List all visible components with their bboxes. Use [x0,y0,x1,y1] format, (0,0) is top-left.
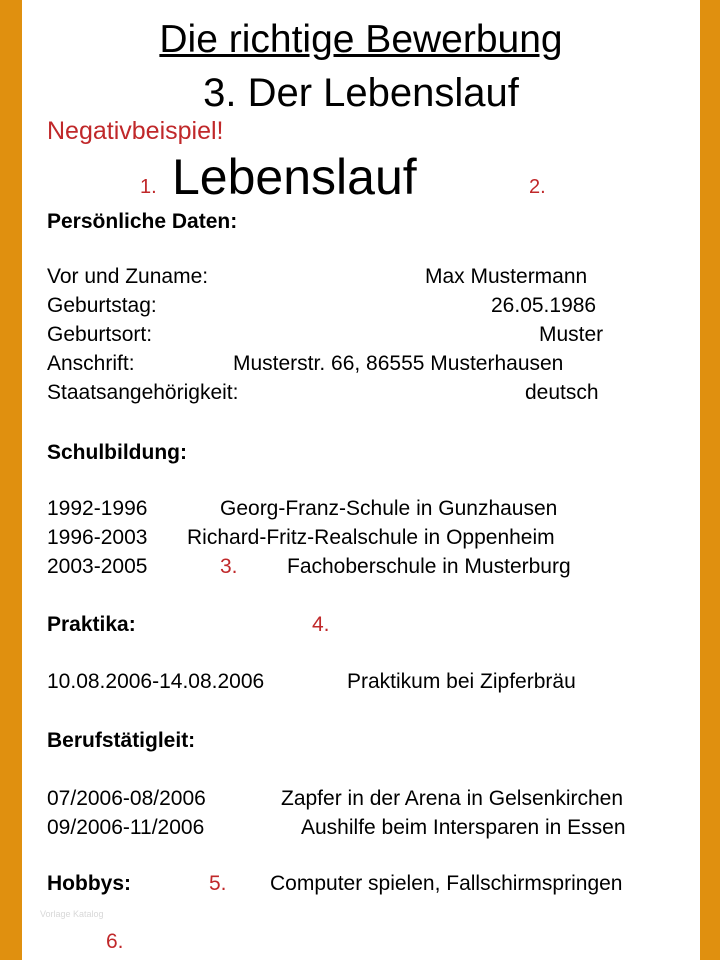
section-heading-school: Schulbildung: [47,441,187,464]
school-period: 2003-2005 [47,555,148,578]
school-period: 1996-2003 [47,526,148,549]
personal-value: Muster [539,323,604,346]
marker-1: 1. [140,176,157,198]
work-period: 07/2006-08/2006 [47,787,206,810]
negative-example-label: Negativbeispiel! [47,117,224,145]
school-name: Fachoberschule in Musterburg [287,555,571,578]
personal-value: Max Mustermann [425,265,588,288]
school-name: Georg-Franz-Schule in Gunzhausen [220,497,558,520]
work-period: 09/2006-11/2006 [47,816,205,839]
personal-label: Geburtstag: [47,294,157,317]
section-heading-hobbies: Hobbys: [47,872,131,895]
personal-value: 26.05.1986 [491,294,597,317]
slide-subtitle: 3. Der Lebenslauf [203,71,519,115]
marker-5: 5. [209,872,227,895]
work-text: Aushilfe beim Intersparen in Essen [301,816,626,839]
slide-page [22,0,700,960]
personal-label: Geburtsort: [47,323,153,346]
personal-label: Staatsangehörigkeit: [47,381,239,404]
section-heading-internships: Praktika: [47,613,136,636]
section-heading-personal: Persönliche Daten: [47,210,238,233]
marker-6: 6. [106,930,124,953]
section-heading-work: Berufstätigleit: [47,729,196,752]
internship-text: Praktikum bei Zipferbräu [347,670,576,693]
slide-title: Die richtige Bewerbung [159,18,563,61]
personal-label: Vor und Zuname: [47,265,209,288]
cv-heading: Lebenslauf [172,149,417,205]
personal-value: Musterstr. 66, 86555 Musterhausen [233,352,564,375]
marker-4: 4. [312,613,330,636]
marker-2: 2. [529,176,546,198]
internship-period: 10.08.2006-14.08.2006 [47,670,265,693]
personal-value: deutsch [525,381,599,404]
work-text: Zapfer in der Arena in Gelsenkirchen [281,787,624,810]
personal-label: Anschrift: [47,352,135,375]
school-name: Richard-Fritz-Realschule in Oppenheim [187,526,555,549]
watermark: Vorlage Katalog [40,909,104,919]
marker-3: 3. [220,555,238,578]
hobbies-text: Computer spielen, Fallschirmspringen [270,872,623,895]
school-period: 1992-1996 [47,497,148,520]
